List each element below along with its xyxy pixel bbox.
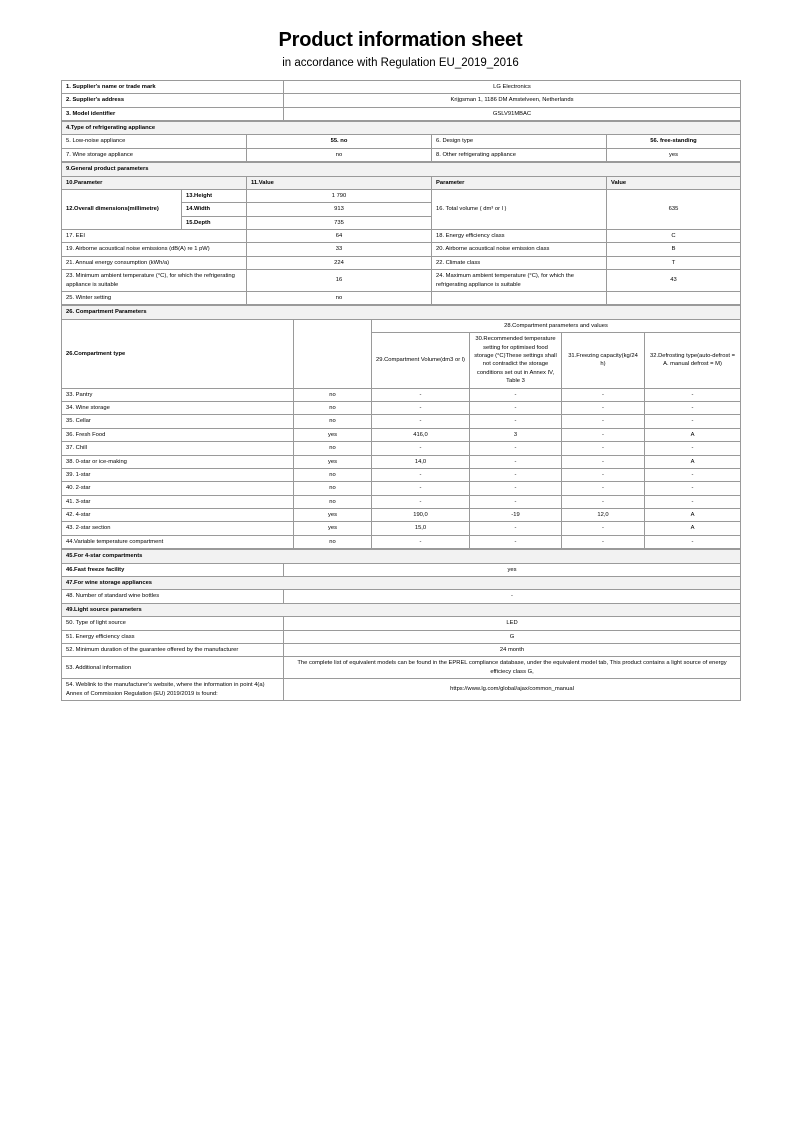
compartment-row-temp: - [470,535,562,548]
additional-information-value: The complete list of equivalent models can be found in the EPREL compliance database, under the equivalent model tab, This product contains a light source of energy efficiecy class G, [284,657,741,679]
total-volume-label: 16. Total volume ( dm³ or l ) [432,189,607,229]
compartment-row-temp: - [470,388,562,401]
table-row [62,442,741,455]
model-identifier-label: 3. Model identifier [62,107,284,120]
table-row [62,189,741,202]
table-row [62,121,741,134]
compartment-row-present: no [294,388,372,401]
section-header-appliance-type: 4.Type of refrigerating appliance [62,121,741,134]
light-efficiency-class-value: G [284,630,741,643]
compartment-row-freezing: - [562,468,645,481]
design-type-value: 56. free-standing [607,135,741,148]
page-title: Product information sheet [278,29,523,51]
compartment-row-freezing: - [562,415,645,428]
table-row [62,495,741,508]
compartment-row-present: no [294,495,372,508]
compartment-row-freezing: - [562,388,645,401]
table-row [62,643,741,656]
compartment-row-present: yes [294,455,372,468]
compartment-type-label: 26.Compartment type [66,350,126,357]
compartment-row-defrost: - [645,415,741,428]
compartment-row-volume: - [372,388,470,401]
compartment-type-header [62,319,294,388]
compartment-row-freezing: 12,0 [562,509,645,522]
section-header-wine-storage: 47.For wine storage appliances [62,577,741,590]
table-row [62,415,741,428]
col-header-value-right: Value [607,176,741,189]
light-source-type-value: LED [284,617,741,630]
table-row [62,455,741,468]
weblink-value[interactable]: https://www.lg.com/global/ajax/common_manual [284,679,741,701]
compartment-row-freezing: - [562,401,645,414]
table-row [62,94,741,107]
section-header-four-star: 45.For 4-star compartments [62,550,741,563]
winter-setting-label: 25. Winter setting [62,292,247,305]
table-row [62,657,741,679]
light-source-type-label: 50. Type of light source [62,617,284,630]
table-row [62,148,741,161]
wine-storage-appliance-value: no [247,148,432,161]
compartment-row-defrost: - [645,468,741,481]
supplier-name-value: LG Electronics [284,80,741,93]
table-row [62,107,741,120]
compartment-row-freezing: - [562,442,645,455]
low-noise-label: 5. Low-noise appliance [62,135,247,148]
energy-efficiency-class-value: C [607,230,741,243]
width-value: 913 [247,203,432,216]
wine-bottles-value: - [284,590,741,603]
table-row [62,319,741,332]
min-ambient-temp-label: 23. Minimum ambient temperature (°C), for which the refrigerating appliance is suitable [62,270,247,292]
supplier-name-label: 1. Supplier's name or trade mark [62,80,284,93]
table-row [62,163,741,176]
table-row [62,80,741,93]
total-volume-value: 635 [607,189,741,229]
depth-label: 15.Depth [182,216,247,229]
compartment-row-temp: - [470,522,562,535]
compartment-row-label: 42. 4-star [62,509,294,522]
section-header-compartment-parameters: 26. Compartment Parameters [62,306,741,319]
table-row [62,603,741,616]
bottom-sections-table [61,549,741,701]
compartment-row-defrost: A [645,428,741,441]
climate-class-value: T [607,256,741,269]
compartment-row-label: 35. Cellar [62,415,294,428]
compartment-row-present: no [294,442,372,455]
compartment-row-defrost: - [645,535,741,548]
col-header-freezing-capacity: 31.Freezing capacity(kg/24 h) [562,333,645,388]
compartment-row-defrost: - [645,482,741,495]
table-row [62,509,741,522]
compartment-row-present: no [294,482,372,495]
compartment-row-defrost: - [645,388,741,401]
noise-emissions-value: 33 [247,243,432,256]
compartment-row-volume: 416,0 [372,428,470,441]
table-row [62,292,741,305]
wine-storage-appliance-label: 7. Wine storage appliance [62,148,247,161]
compartment-row-label: 43. 2-star section [62,522,294,535]
compartment-row-volume: - [372,401,470,414]
compartment-row-label: 37. Chill [62,442,294,455]
table-row [62,563,741,576]
overall-dimensions-label: 12.Overall dimensions(millimetre) [62,189,182,229]
compartment-row-defrost: - [645,401,741,414]
supplier-address-label: 2. Supplier's address [62,94,284,107]
noise-class-label: 20. Airborne acoustical noise emission class [432,243,607,256]
appliance-type-table [61,121,741,162]
compartment-row-label: 38. 0-star or ice-making [62,455,294,468]
compartment-row-freezing: - [562,535,645,548]
noise-emissions-label: 19. Airborne acoustical noise emissions (dB(A) re 1 pW) [62,243,247,256]
table-row [62,270,741,292]
compartment-row-label: 39. 1-star [62,468,294,481]
compartment-row-volume: - [372,495,470,508]
compartment-row-temp: - [470,495,562,508]
compartment-row-temp: -19 [470,509,562,522]
empty-cell-left [432,292,607,305]
col-header-defrosting-type: 32.Defrosting type(auto-defrost = A. manual defrost = M) [645,333,741,388]
climate-class-label: 22. Climate class [432,256,607,269]
compartment-row-defrost: A [645,455,741,468]
compartment-row-present: no [294,415,372,428]
compartment-row-volume: - [372,468,470,481]
eei-label: 17. EEI [62,230,247,243]
compartment-row-temp: - [470,468,562,481]
fast-freeze-value: yes [284,563,741,576]
max-ambient-temp-label: 24. Maximum ambient temperature (°C), for which the refrigerating appliance is suitable [432,270,607,292]
annual-energy-label: 21. Annual energy consumption (kWh/a) [62,256,247,269]
height-value: 1 790 [247,189,432,202]
supplier-table [61,80,741,121]
compartment-params-values-header: 28.Compartment parameters and values [372,319,741,332]
table-row [62,590,741,603]
model-identifier-value: GSLV91MBAC [284,107,741,120]
product-information-sheet [61,28,740,701]
col-header-value-left: 11.Value [247,176,432,189]
compartment-row-present: yes [294,509,372,522]
table-row [62,630,741,643]
compartment-row-volume: 14,0 [372,455,470,468]
compartment-row-temp: 3 [470,428,562,441]
table-row [62,306,741,319]
compartment-row-present: no [294,401,372,414]
low-noise-value: 55. no [247,135,432,148]
compartment-row-temp: - [470,455,562,468]
other-refrigerating-label: 8. Other refrigerating appliance [432,148,607,161]
table-row [62,550,741,563]
compartment-row-volume: - [372,535,470,548]
section-header-light-source: 49.Light source parameters [62,603,741,616]
compartment-row-defrost: - [645,442,741,455]
section-header-general-parameters: 9.General product parameters [62,163,741,176]
compartment-row-volume: - [372,482,470,495]
compartment-row-freezing: - [562,495,645,508]
noise-class-value: B [607,243,741,256]
compartment-row-label: 34. Wine storage [62,401,294,414]
table-row [62,243,741,256]
compartment-row-label: 33. Pantry [62,388,294,401]
design-type-label: 6. Design type [432,135,607,148]
width-label: 14.Width [182,203,247,216]
annual-energy-value: 224 [247,256,432,269]
compartment-row-temp: - [470,415,562,428]
compartment-row-volume: - [372,415,470,428]
compartment-row-volume: - [372,442,470,455]
compartment-row-defrost: A [645,509,741,522]
supplier-address-value: Krijgsman 1, 1186 DM Amstelveen, Netherlands [284,94,741,107]
table-row [62,468,741,481]
table-row [62,535,741,548]
table-row [62,256,741,269]
compartment-row-defrost: A [645,522,741,535]
winter-setting-value: no [247,292,432,305]
depth-value: 735 [247,216,432,229]
table-row [62,482,741,495]
compartment-row-freezing: - [562,455,645,468]
compartment-parameters-table [61,305,741,549]
compartment-row-defrost: - [645,495,741,508]
empty-cell-right [607,292,741,305]
compartment-row-temp: - [470,401,562,414]
wine-bottles-label: 48. Number of standard wine bottles [62,590,284,603]
compartment-present-header [294,319,372,388]
table-row [62,401,741,414]
min-ambient-temp-value: 16 [247,270,432,292]
compartment-row-volume: 190,0 [372,509,470,522]
compartment-row-present: no [294,535,372,548]
table-row [62,428,741,441]
guarantee-value: 24 month [284,643,741,656]
col-header-parameter-left: 10.Parameter [62,176,247,189]
compartment-row-present: yes [294,522,372,535]
compartment-row-label: 41. 3-star [62,495,294,508]
max-ambient-temp-value: 43 [607,270,741,292]
compartment-row-volume: 15,0 [372,522,470,535]
general-parameters-table [61,162,741,305]
guarantee-label: 52. Minimum duration of the guarantee offered by the manufacturer [62,643,284,656]
other-refrigerating-value: yes [607,148,741,161]
compartment-row-label: 36. Fresh Food [62,428,294,441]
weblink-label: 54. Weblink to the manufacturer's website, where the information in point 4(a) Annex of Commission Regulation (EU) 2019/2019 is found: [62,679,284,701]
compartment-row-present: no [294,468,372,481]
compartment-row-label: 44.Variable temperature compartment [62,535,294,548]
energy-efficiency-class-label: 18. Energy efficiency class [432,230,607,243]
table-row [62,617,741,630]
compartment-row-freezing: - [562,482,645,495]
table-row [62,522,741,535]
compartment-row-label: 40. 2-star [62,482,294,495]
col-header-recommended-temperature: 30.Recommended temperature setting for optimised food storage (°C)These settings shall not contradict the storage conditions set out in Annex IV, Table 3 [470,333,562,388]
page-subtitle: in accordance with Regulation EU_2019_2016 [282,57,519,69]
light-efficiency-class-label: 51. Energy efficiency class [62,630,284,643]
compartment-row-present: yes [294,428,372,441]
compartment-row-temp: - [470,442,562,455]
table-row [62,176,741,189]
additional-information-label: 53. Additional information [62,657,284,679]
table-row [62,388,741,401]
table-row [62,230,741,243]
compartment-row-temp: - [470,482,562,495]
eei-value: 64 [247,230,432,243]
table-row [62,577,741,590]
fast-freeze-label: 46.Fast freeze facility [62,563,284,576]
height-label: 13.Height [182,189,247,202]
col-header-compartment-volume: 29.Compartment Volume(dm3 or l) [372,333,470,388]
compartment-row-freezing: - [562,428,645,441]
table-row [62,679,741,701]
compartment-row-freezing: - [562,522,645,535]
col-header-parameter-right: Parameter [432,176,607,189]
table-row [62,135,741,148]
